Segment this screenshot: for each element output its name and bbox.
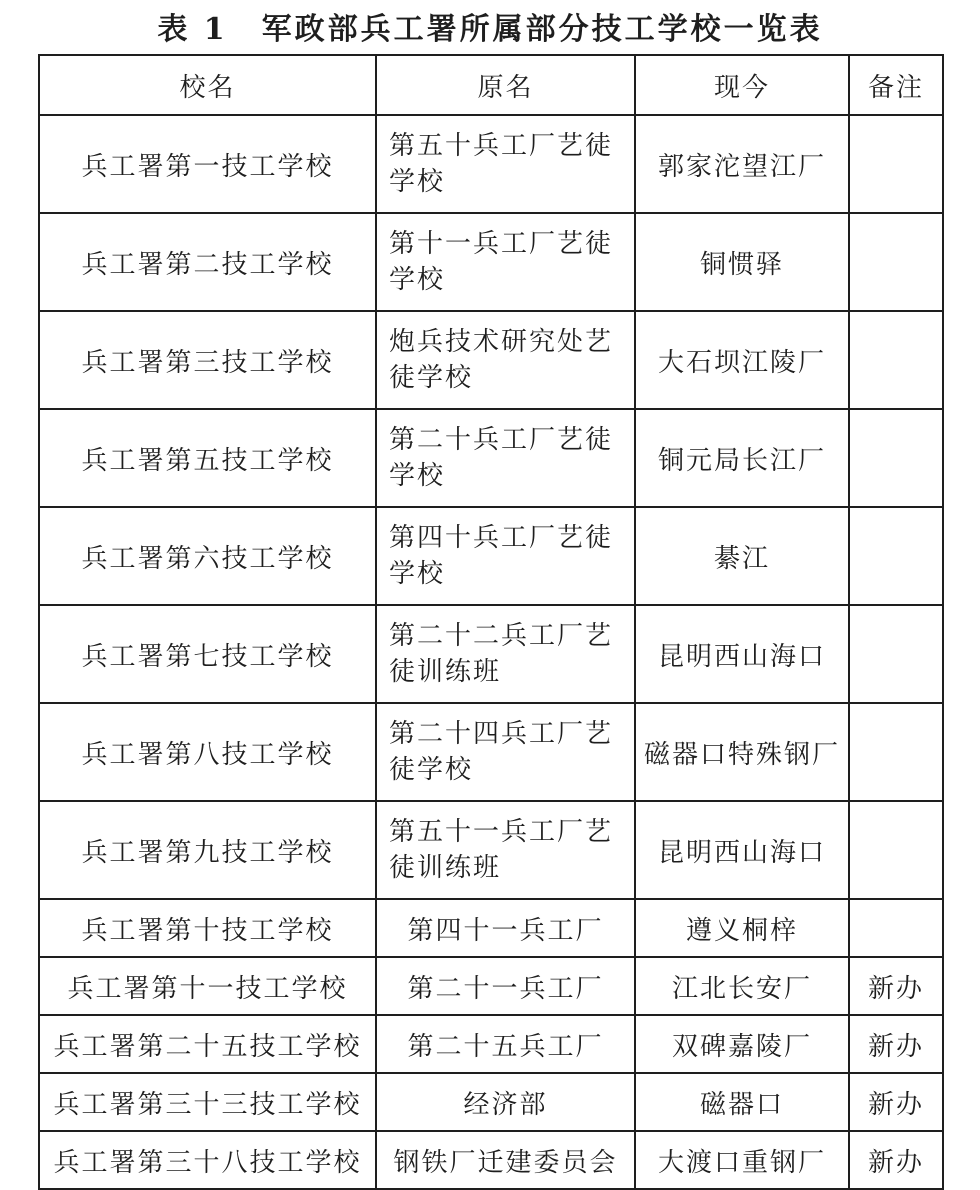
school-name-cell: 兵工署第五技工学校: [39, 409, 376, 507]
table-row: [39, 1131, 943, 1189]
school-name-cell: 兵工署第十技工学校: [39, 899, 376, 957]
original-name-cell: 第四十兵工厂艺徒学校: [376, 507, 635, 605]
school-name-cell: 兵工署第三十八技工学校: [39, 1131, 376, 1189]
table-row: [39, 899, 943, 957]
note-cell: [849, 703, 943, 801]
note-cell: [849, 801, 943, 899]
school-name-cell: 兵工署第七技工学校: [39, 605, 376, 703]
original-name-cell: 经济部: [376, 1073, 635, 1131]
table-row: [39, 1015, 943, 1073]
original-name-cell: 第二十一兵工厂: [376, 957, 635, 1015]
note-cell: [849, 213, 943, 311]
header-note: 备注: [849, 55, 943, 115]
table-row: [39, 115, 943, 213]
school-name-cell: 兵工署第八技工学校: [39, 703, 376, 801]
table-number: 表 1: [157, 12, 228, 47]
note-cell: [849, 409, 943, 507]
current-cell: 磁器口特殊钢厂: [635, 703, 849, 801]
table-caption: [0, 4, 980, 48]
schools-table: [38, 54, 944, 1190]
original-name-cell: 第五十兵工厂艺徒学校: [376, 115, 635, 213]
school-name-cell: 兵工署第三技工学校: [39, 311, 376, 409]
header-school-name: 校名: [39, 55, 376, 115]
table-row: [39, 213, 943, 311]
note-cell: 新办: [849, 1131, 943, 1189]
current-cell: 遵义桐梓: [635, 899, 849, 957]
header-current: 现今: [635, 55, 849, 115]
school-name-cell: 兵工署第二技工学校: [39, 213, 376, 311]
school-name-cell: 兵工署第三十三技工学校: [39, 1073, 376, 1131]
original-name-cell: 第二十四兵工厂艺徒学校: [376, 703, 635, 801]
table-title: 军政部兵工署所属部分技工学校一览表: [261, 12, 823, 47]
table-row: [39, 801, 943, 899]
current-cell: 双碑嘉陵厂: [635, 1015, 849, 1073]
original-name-cell: 第四十一兵工厂: [376, 899, 635, 957]
table-row: [39, 409, 943, 507]
original-name-cell: 炮兵技术研究处艺徒学校: [376, 311, 635, 409]
current-cell: 铜元局长江厂: [635, 409, 849, 507]
table-row: [39, 605, 943, 703]
current-cell: 磁器口: [635, 1073, 849, 1131]
current-cell: 昆明西山海口: [635, 801, 849, 899]
school-name-cell: 兵工署第十一技工学校: [39, 957, 376, 1015]
current-cell: 綦江: [635, 507, 849, 605]
school-name-cell: 兵工署第六技工学校: [39, 507, 376, 605]
note-cell: [849, 507, 943, 605]
original-name-cell: 第二十二兵工厂艺徒训练班: [376, 605, 635, 703]
table-row: [39, 1073, 943, 1131]
table-row: [39, 507, 943, 605]
school-name-cell: 兵工署第二十五技工学校: [39, 1015, 376, 1073]
current-cell: 大渡口重钢厂: [635, 1131, 849, 1189]
current-cell: 铜惯驿: [635, 213, 849, 311]
header-row: [39, 55, 943, 115]
current-cell: 江北长安厂: [635, 957, 849, 1015]
current-cell: 郭家沱望江厂: [635, 115, 849, 213]
original-name-cell: 第十一兵工厂艺徒学校: [376, 213, 635, 311]
table-row: [39, 311, 943, 409]
table-row: [39, 703, 943, 801]
note-cell: [849, 311, 943, 409]
current-cell: 大石坝江陵厂: [635, 311, 849, 409]
school-name-cell: 兵工署第九技工学校: [39, 801, 376, 899]
original-name-cell: 第二十五兵工厂: [376, 1015, 635, 1073]
current-cell: 昆明西山海口: [635, 605, 849, 703]
header-original-name: 原名: [376, 55, 635, 115]
original-name-cell: 钢铁厂迁建委员会: [376, 1131, 635, 1189]
note-cell: 新办: [849, 957, 943, 1015]
note-cell: 新办: [849, 1015, 943, 1073]
note-cell: [849, 605, 943, 703]
note-cell: [849, 115, 943, 213]
note-cell: [849, 899, 943, 957]
original-name-cell: 第二十兵工厂艺徒学校: [376, 409, 635, 507]
table-row: [39, 957, 943, 1015]
note-cell: 新办: [849, 1073, 943, 1131]
original-name-cell: 第五十一兵工厂艺徒训练班: [376, 801, 635, 899]
school-name-cell: 兵工署第一技工学校: [39, 115, 376, 213]
